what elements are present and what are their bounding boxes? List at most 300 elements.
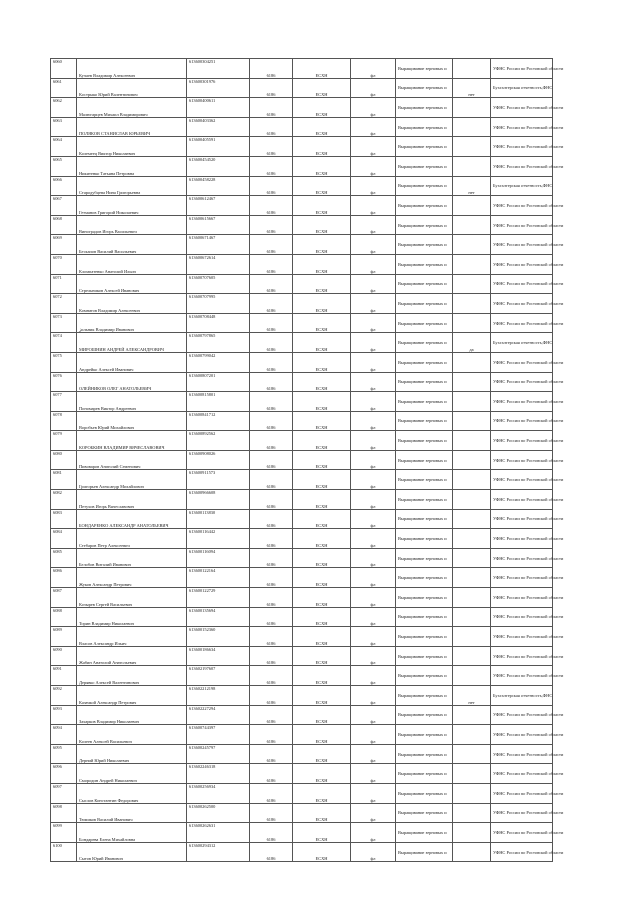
activity-description: Выращивание зерновых и: [398, 261, 447, 267]
tax-regime: ЕСХН: [315, 601, 328, 607]
activity-description: Выращивание зерновых и: [398, 418, 447, 424]
subsidy-flag-cell: [453, 529, 491, 549]
entity-type: фл: [370, 425, 376, 431]
region-code: 6186: [266, 542, 276, 548]
source-organization-cell: [491, 607, 564, 627]
entity-type-cell: [351, 215, 396, 235]
activity-description-cell: [396, 274, 453, 294]
inn-number: 613602212198: [189, 686, 216, 691]
registry-table: [50, 58, 564, 862]
row-number: 6080: [53, 450, 62, 456]
subsidy-flag-cell: [453, 764, 491, 784]
entity-type-cell: [351, 431, 396, 451]
source-organization-cell: [491, 823, 564, 843]
activity-description: Выращивание зерновых и: [398, 614, 447, 620]
source-organization-cell: [491, 548, 564, 568]
activity-description-cell: [396, 686, 453, 706]
activity-description-cell: [396, 705, 453, 725]
source-organization-cell: [491, 431, 564, 451]
row-number: 6060: [53, 59, 62, 64]
inn-number: 613600301976: [189, 78, 216, 84]
inn-number-cell: [187, 490, 250, 510]
table-row: [51, 509, 553, 529]
holder-name-cell: [77, 470, 187, 490]
tax-regime: ЕСХН: [315, 738, 328, 744]
region-code: 6186: [266, 817, 276, 823]
region-code-cell: [250, 764, 293, 784]
tax-regime-cell: [293, 783, 351, 803]
source-organization: УФНС России по Ростовской области: [493, 124, 564, 130]
row-number: 6087: [53, 588, 62, 594]
source-organization: УФНС России по Ростовской области: [493, 202, 564, 208]
row-number-cell: [51, 607, 77, 627]
tax-regime-cell: [293, 627, 351, 647]
entity-type-cell: [351, 646, 396, 666]
activity-description-cell: [396, 529, 453, 549]
inn-number: 613600122164: [189, 568, 216, 574]
holder-name: Козырев Сергей Васильевич: [79, 601, 133, 607]
holder-name: Белобов Виталий Иванович: [79, 562, 131, 568]
holder-name-cell: [77, 823, 187, 843]
table-row: [51, 137, 553, 157]
row-number-cell: [51, 372, 77, 392]
holder-name-cell: [77, 509, 187, 529]
inn-number: 613602227294: [189, 705, 216, 711]
holder-name: Сыслов Константин Федорович: [79, 797, 139, 803]
entity-type: фл: [370, 680, 376, 685]
holder-name: Комнатов Владимир Алексеевич: [79, 307, 140, 313]
inn-number-cell: [187, 59, 250, 79]
row-number-cell: [51, 842, 77, 862]
region-code-cell: [250, 176, 293, 196]
source-organization: Бухгалтерская отчетность,ФНС: [493, 340, 553, 346]
inn-number: 613600797865: [189, 333, 216, 339]
source-organization: УФНС России по Ростовской области: [493, 829, 564, 835]
source-organization-cell: [491, 372, 564, 392]
activity-description-cell: [396, 294, 453, 314]
source-organization-cell: [491, 705, 564, 725]
tax-regime: ЕСХН: [315, 131, 328, 137]
entity-type: фл: [370, 621, 376, 627]
tax-regime: ЕСХН: [315, 229, 328, 235]
row-number: 6089: [53, 627, 62, 633]
holder-name-cell: [77, 744, 187, 764]
source-organization: УФНС России по Ростовской области: [493, 653, 564, 659]
region-code-cell: [250, 392, 293, 412]
holder-name: زильник Владимир Иванович: [79, 327, 134, 333]
inn-number: 613600304251: [189, 59, 216, 64]
tax-regime-cell: [293, 411, 351, 431]
holder-name: Смородин Андрей Николаевич: [79, 777, 137, 783]
inn-number: 613600892562: [189, 431, 216, 437]
source-organization-cell: [491, 470, 564, 490]
region-code: 6186: [266, 444, 276, 450]
entity-type-cell: [351, 490, 396, 510]
row-number-cell: [51, 509, 77, 529]
entity-type-cell: [351, 548, 396, 568]
holder-name-cell: [77, 117, 187, 137]
region-code: 6186: [266, 248, 276, 254]
source-organization: УФНС России по Ростовской области: [493, 379, 564, 385]
tax-regime-cell: [293, 294, 351, 314]
inn-number-cell: [187, 450, 250, 470]
row-number: 6069: [53, 235, 62, 241]
table-row: [51, 372, 553, 392]
entity-type: фл: [370, 288, 376, 294]
region-code-cell: [250, 59, 293, 79]
activity-description: Выращивание зерновых и: [398, 398, 447, 404]
entity-type: фл: [370, 111, 376, 117]
source-organization-cell: [491, 352, 564, 372]
row-number-cell: [51, 59, 77, 79]
activity-description: Выращивание зерновых и: [398, 183, 447, 189]
holder-name-cell: [77, 176, 187, 196]
subsidy-flag-cell: [453, 783, 491, 803]
table-row: [51, 803, 553, 823]
row-number-cell: [51, 156, 77, 176]
inn-number: 613600454520: [189, 156, 216, 162]
source-organization: УФНС России по Ростовской области: [493, 634, 564, 640]
inn-number-cell: [187, 509, 250, 529]
source-organization-cell: [491, 98, 564, 118]
region-code: 6186: [266, 640, 276, 646]
table-row: [51, 588, 553, 608]
subsidy-flag-cell: [453, 509, 491, 529]
holder-name: Андрейко Алексей Иванович: [79, 366, 134, 372]
entity-type: фл: [370, 307, 376, 313]
source-organization-cell: [491, 333, 553, 353]
activity-description-cell: [396, 588, 453, 608]
inn-number-cell: [187, 78, 250, 98]
row-number: 6082: [53, 490, 62, 496]
region-code: 6186: [266, 131, 276, 137]
source-organization: УФНС России по Ростовской области: [493, 575, 564, 581]
entity-type: фл: [370, 777, 376, 783]
region-code: 6186: [266, 621, 276, 627]
holder-name-cell: [77, 725, 187, 745]
inn-number-cell: [187, 274, 250, 294]
tax-regime-cell: [293, 529, 351, 549]
entity-type-cell: [351, 783, 396, 803]
entity-type-cell: [351, 470, 396, 490]
activity-description-cell: [396, 352, 453, 372]
holder-name-cell: [77, 294, 187, 314]
table-row: [51, 627, 553, 647]
source-organization: Бухгалтерская отчетность,ФНС: [493, 183, 553, 189]
row-number: 6074: [53, 333, 62, 339]
inn-number-cell: [187, 254, 250, 274]
inn-number: 613600256934: [189, 783, 216, 789]
row-number-cell: [51, 764, 77, 784]
holder-name-cell: [77, 686, 187, 706]
region-code-cell: [250, 646, 293, 666]
inn-number-cell: [187, 98, 250, 118]
activity-description: Выращивание зерновых и: [398, 536, 447, 542]
activity-description: Выращивание зерновых и: [398, 359, 447, 365]
region-code-cell: [250, 627, 293, 647]
table-row: [51, 783, 553, 803]
row-number: 6066: [53, 176, 62, 182]
entity-type-cell: [351, 235, 396, 255]
subsidy-flag: нет: [468, 190, 475, 196]
holder-name-cell: [77, 411, 187, 431]
region-code-cell: [250, 431, 293, 451]
subsidy-flag-cell: [453, 627, 491, 647]
activity-description-cell: [396, 490, 453, 510]
source-organization: УФНС России по Ростовской области: [493, 242, 564, 248]
tax-regime: ЕСХН: [315, 836, 328, 842]
region-code: 6186: [266, 660, 276, 666]
table-row: [51, 156, 553, 176]
source-organization: УФНС России по Ростовской области: [493, 65, 564, 71]
tax-regime-cell: [293, 666, 351, 686]
tax-regime: ЕСХН: [315, 209, 328, 215]
entity-type-cell: [351, 666, 396, 686]
source-organization: УФНС России по Ростовской области: [493, 712, 564, 718]
table-row: [51, 313, 553, 333]
holder-name: Дерявко Алексей Валентинович: [79, 680, 140, 685]
entity-type: фл: [370, 797, 376, 803]
subsidy-flag-cell: [453, 411, 491, 431]
entity-type-cell: [351, 176, 396, 196]
holder-name: Воробьев Юрий Михайлович: [79, 425, 135, 431]
region-code-cell: [250, 803, 293, 823]
inn-number-cell: [187, 176, 250, 196]
source-organization-cell: [491, 117, 564, 137]
table-row: [51, 490, 553, 510]
tax-regime-cell: [293, 548, 351, 568]
activity-description: Выращивание зерновых и: [398, 340, 447, 346]
row-number: 6093: [53, 705, 62, 711]
table-row: [51, 196, 553, 216]
subsidy-flag-cell: [453, 392, 491, 412]
table-row: [51, 431, 553, 451]
entity-type: фл: [370, 92, 376, 98]
entity-type: фл: [370, 131, 376, 137]
activity-description-cell: [396, 215, 453, 235]
row-number: 6096: [53, 764, 62, 770]
subsidy-flag-cell: [453, 744, 491, 764]
holder-name: Виноградов Игорь Васильевич: [79, 229, 137, 235]
row-number-cell: [51, 783, 77, 803]
tax-regime: ЕСХН: [315, 777, 328, 783]
registry-rows: [51, 59, 564, 862]
holder-name-cell: [77, 666, 187, 686]
inn-number: 613600908026: [189, 450, 216, 456]
inn-number: 613600403362: [189, 117, 216, 123]
entity-type-cell: [351, 392, 396, 412]
holder-name: Пономарев Виктор Андреевич: [79, 405, 137, 411]
table-row: [51, 548, 553, 568]
tax-regime: ЕСХН: [315, 327, 328, 333]
subsidy-flag-cell: [453, 333, 491, 353]
region-code-cell: [250, 235, 293, 255]
tax-regime: ЕСХН: [315, 425, 328, 431]
holder-name: Колеев Алексей Васильевич: [79, 738, 132, 744]
source-organization: Бухгалтерская отчетность,ФНС: [493, 692, 553, 698]
row-number: 6090: [53, 646, 62, 652]
tax-regime-cell: [293, 823, 351, 843]
entity-type: фл: [370, 523, 376, 529]
row-number-cell: [51, 548, 77, 568]
row-number-cell: [51, 744, 77, 764]
tax-regime-cell: [293, 842, 351, 862]
holder-name: Дерний Юрий Николаевич: [79, 758, 130, 764]
entity-type-cell: [351, 294, 396, 314]
subsidy-flag-cell: [453, 568, 491, 588]
region-code: 6186: [266, 170, 276, 176]
inn-number-cell: [187, 137, 250, 157]
region-code: 6186: [266, 307, 276, 313]
activity-description: Выращивание зерновых и: [398, 379, 447, 385]
tax-regime-cell: [293, 392, 351, 412]
inn-number-cell: [187, 117, 250, 137]
region-code-cell: [250, 509, 293, 529]
holder-name: КОРОБКИН ВЛАДИМИР ВЯЧЕСЛАВОВИЧ: [79, 444, 165, 450]
activity-description: Выращивание зерновых и: [398, 496, 447, 502]
region-code-cell: [250, 156, 293, 176]
inn-number-cell: [187, 333, 250, 353]
holder-name: Бондарева Елена Михайловна: [79, 836, 136, 842]
row-number-cell: [51, 568, 77, 588]
subsidy-flag-cell: [453, 823, 491, 843]
holder-name: Кломпатенко Анатолий Ильич: [79, 268, 136, 274]
tax-regime: ЕСХН: [315, 346, 328, 352]
row-number-cell: [51, 529, 77, 549]
region-code-cell: [250, 842, 293, 862]
subsidy-flag-cell: [453, 313, 491, 333]
source-organization: УФНС России по Ростовской области: [493, 438, 564, 444]
activity-description: Выращивание зерновых и: [398, 712, 447, 718]
region-code-cell: [250, 333, 293, 353]
source-organization-cell: [491, 803, 564, 823]
holder-name: Власов Александр Ильич: [79, 640, 127, 646]
subsidy-flag-cell: [453, 176, 491, 196]
row-number-cell: [51, 235, 77, 255]
tax-regime-cell: [293, 59, 351, 79]
inn-number-cell: [187, 705, 250, 725]
row-number: 6076: [53, 372, 62, 378]
activity-description: Выращивание зерновых и: [398, 634, 447, 640]
inn-number-cell: [187, 607, 250, 627]
entity-type-cell: [351, 529, 396, 549]
inn-number: 613600815801: [189, 392, 216, 398]
source-organization-cell: [491, 568, 564, 588]
tax-regime: ЕСХН: [315, 150, 328, 156]
inn-number-cell: [187, 352, 250, 372]
inn-number: 613600113830: [189, 509, 216, 515]
entity-type: фл: [370, 72, 376, 78]
inn-number: 613600116094: [189, 548, 216, 554]
holder-name: БОНДАРЕНКО АЛЕКСАНДР АНАТОЛЬЕВИЧ: [79, 523, 169, 529]
inn-number-cell: [187, 529, 250, 549]
entity-type: фл: [370, 640, 376, 646]
tax-regime-cell: [293, 274, 351, 294]
tax-regime-cell: [293, 803, 351, 823]
activity-description: Выращивание зерновых и: [398, 673, 447, 679]
inn-number-cell: [187, 313, 250, 333]
tax-regime-cell: [293, 764, 351, 784]
source-organization: УФНС России по Ростовской области: [493, 457, 564, 463]
tax-regime: ЕСХН: [315, 464, 328, 470]
holder-name-cell: [77, 59, 187, 79]
tax-regime: ЕСХН: [315, 92, 328, 98]
holder-name: Стрельников Алексей Иванович: [79, 288, 140, 294]
activity-description: Выращивание зерновых и: [398, 222, 447, 228]
activity-description-cell: [396, 666, 453, 686]
subsidy-flag-cell: [453, 372, 491, 392]
inn-number: 613600615667: [189, 215, 216, 221]
entity-type: фл: [370, 699, 376, 705]
source-organization-cell: [491, 783, 564, 803]
entity-type-cell: [351, 333, 396, 353]
row-number-cell: [51, 470, 77, 490]
row-number-cell: [51, 823, 77, 843]
row-number-cell: [51, 627, 77, 647]
row-number-cell: [51, 666, 77, 686]
subsidy-flag-cell: [453, 470, 491, 490]
activity-description: Выращивание зерновых и: [398, 516, 447, 522]
tax-regime: ЕСХН: [315, 366, 328, 372]
source-organization-cell: [491, 313, 564, 333]
activity-description-cell: [396, 176, 453, 196]
region-code-cell: [250, 744, 293, 764]
inn-number: 613600708448: [189, 313, 216, 319]
tax-regime-cell: [293, 646, 351, 666]
inn-number-cell: [187, 725, 250, 745]
subsidy-flag-cell: [453, 78, 491, 98]
region-code-cell: [250, 490, 293, 510]
region-code: 6186: [266, 738, 276, 744]
tax-regime: ЕСХН: [315, 582, 328, 588]
subsidy-flag-cell: [453, 607, 491, 627]
inn-number: 613600186634: [189, 646, 216, 652]
row-number: 6071: [53, 274, 62, 280]
inn-number-cell: [187, 548, 250, 568]
region-code: 6186: [266, 72, 276, 78]
activity-description-cell: [396, 431, 453, 451]
region-code: 6186: [266, 386, 276, 392]
entity-type: фл: [370, 660, 376, 666]
holder-name-cell: [77, 235, 187, 255]
inn-number: 613600911573: [189, 470, 216, 476]
row-number-cell: [51, 215, 77, 235]
holder-name: Сытов Юрий Иванович: [79, 856, 123, 862]
activity-description: Выращивание зерновых и: [398, 829, 447, 835]
source-organization-cell: [491, 196, 564, 216]
entity-type-cell: [351, 117, 396, 137]
region-code-cell: [250, 588, 293, 608]
entity-type: фл: [370, 484, 376, 490]
subsidy-flag: нет: [468, 699, 475, 705]
source-organization: УФНС России по Ростовской области: [493, 320, 564, 326]
table-row: [51, 646, 553, 666]
subsidy-flag-cell: [453, 803, 491, 823]
subsidy-flag-cell: [453, 686, 491, 706]
region-code: 6186: [266, 523, 276, 529]
inn-number-cell: [187, 686, 250, 706]
region-code: 6186: [266, 229, 276, 235]
region-code-cell: [250, 823, 293, 843]
source-organization-cell: [491, 725, 564, 745]
inn-number-cell: [187, 470, 250, 490]
activity-description: Выращивание зерновых и: [398, 790, 447, 796]
tax-regime: ЕСХН: [315, 621, 328, 627]
tax-regime-cell: [293, 352, 351, 372]
source-organization-cell: [491, 646, 564, 666]
holder-name-cell: [77, 627, 187, 647]
row-number-cell: [51, 333, 77, 353]
